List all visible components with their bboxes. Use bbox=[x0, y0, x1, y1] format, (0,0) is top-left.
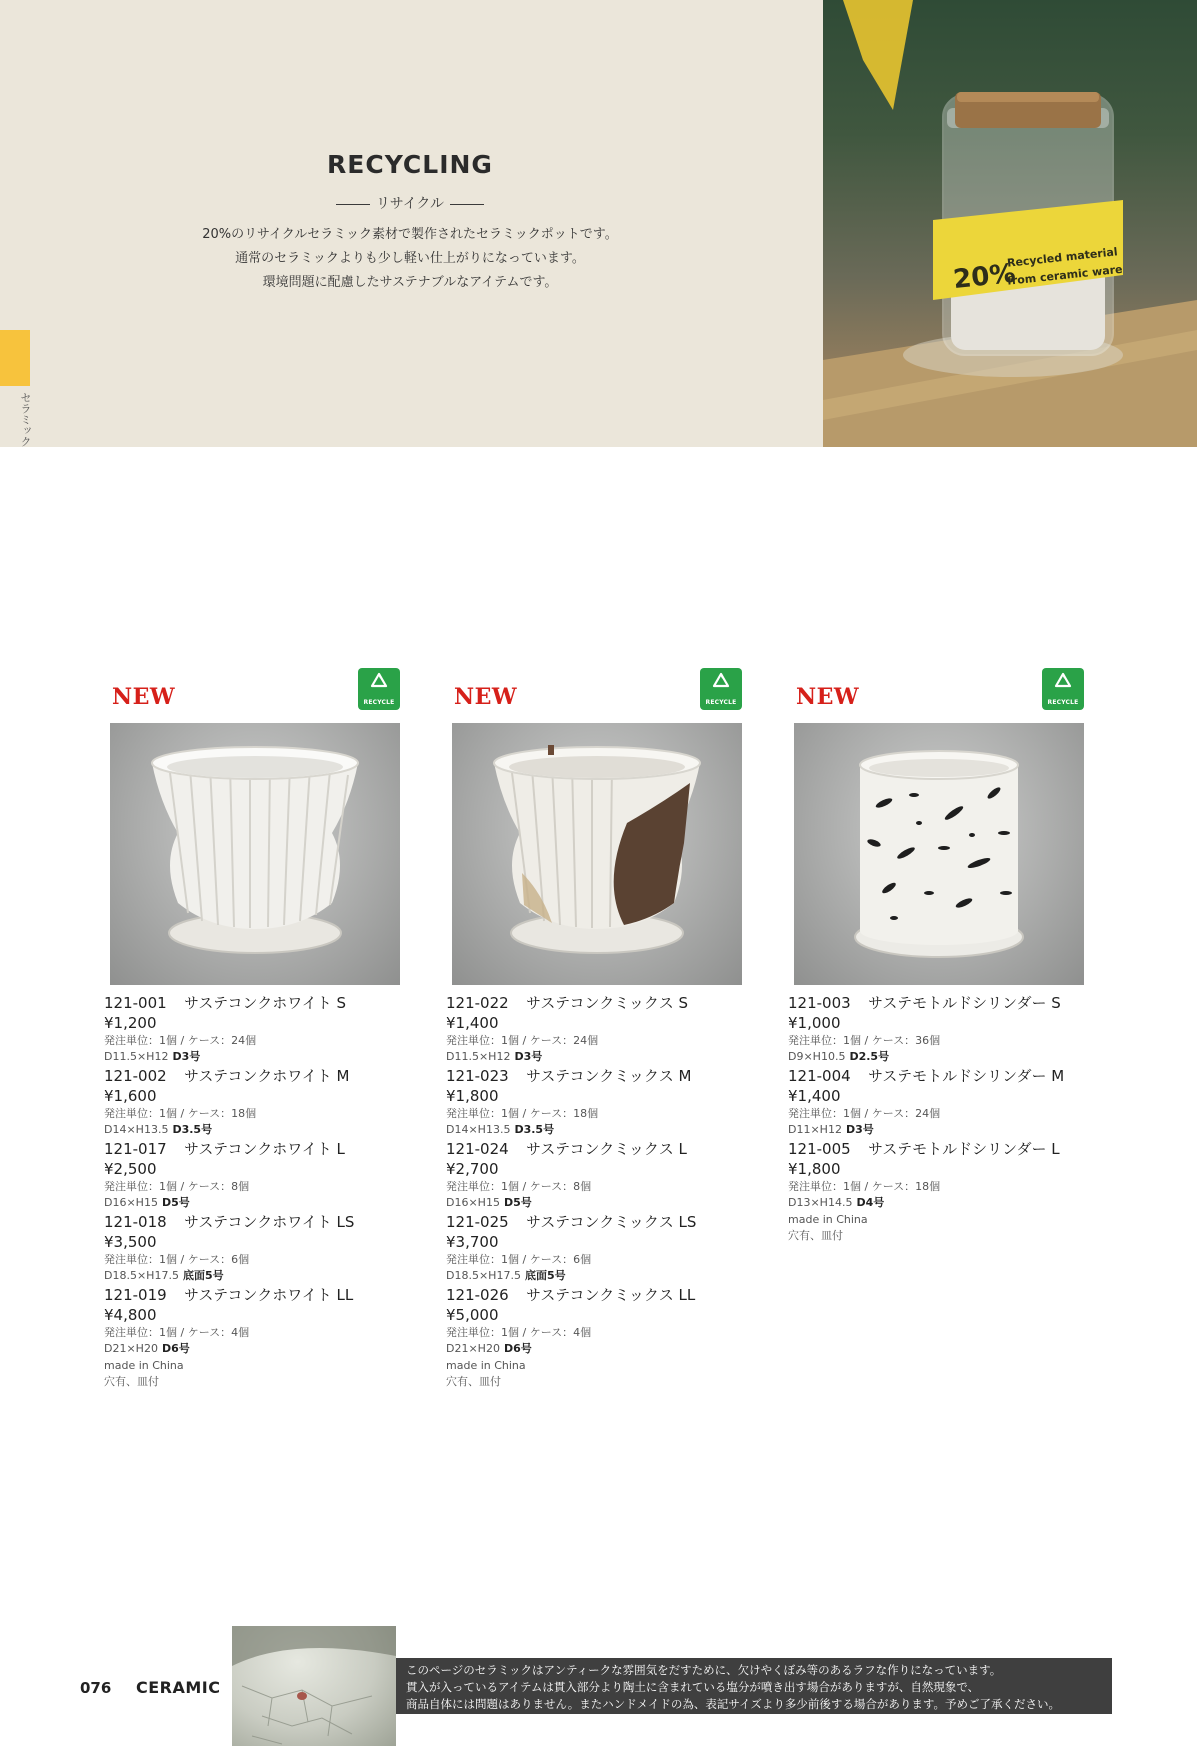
page-title: RECYCLING bbox=[327, 150, 493, 179]
product-code: 121-005 bbox=[788, 1140, 851, 1158]
product-price: ¥2,700 bbox=[446, 1160, 499, 1178]
product-variant bbox=[104, 1212, 404, 1284]
product-price: ¥1,400 bbox=[788, 1087, 841, 1105]
product-price: ¥4,800 bbox=[104, 1306, 157, 1324]
pot-size: D3号 bbox=[845, 1123, 874, 1136]
product-column-conch-mix bbox=[446, 668, 746, 1390]
product-photo-conch-white bbox=[110, 723, 400, 985]
page-subtitle bbox=[130, 193, 690, 213]
order-unit: 発注単位：1個 / ケース：4個 bbox=[446, 1326, 592, 1339]
header-banner bbox=[0, 0, 1197, 447]
order-unit: 発注単位：1個 / ケース：6個 bbox=[446, 1253, 592, 1266]
pot-size: D3.5号 bbox=[172, 1123, 213, 1136]
recycle-label: RECYCLE bbox=[363, 699, 395, 706]
order-unit: 発注単位：1個 / ケース：18個 bbox=[446, 1107, 599, 1120]
disclaimer-line: 商品自体には問題はありません。またハンドメイドの為、表記サイズより多少前後する場合があります。予めご了承ください。 bbox=[406, 1697, 1060, 1711]
product-size: D14×H13.5 bbox=[446, 1123, 511, 1136]
recycle-arrows-icon bbox=[1050, 671, 1076, 697]
description-line: 環境問題に配慮したサステナブルなアイテムです。 bbox=[262, 275, 558, 290]
product-size: D21×H20 bbox=[104, 1342, 158, 1355]
pot-size: 底面5号 bbox=[524, 1269, 566, 1282]
product-size: D13×H14.5 bbox=[788, 1196, 853, 1209]
order-unit: 発注単位：1個 / ケース：24個 bbox=[104, 1034, 257, 1047]
product-code: 121-004 bbox=[788, 1067, 851, 1085]
mottled-cylinder-pot-illustration bbox=[794, 723, 1084, 985]
product-variant bbox=[446, 993, 746, 1065]
header-description bbox=[130, 223, 690, 295]
product-variant bbox=[104, 993, 404, 1065]
product-size: D18.5×H17.5 bbox=[104, 1269, 179, 1282]
crackle-texture-illustration bbox=[232, 1626, 396, 1746]
product-variant bbox=[788, 993, 1088, 1065]
product-price: ¥1,000 bbox=[788, 1014, 841, 1032]
pot-size: D3号 bbox=[172, 1050, 201, 1063]
order-unit: 発注単位：1個 / ケース：18個 bbox=[788, 1180, 941, 1193]
order-unit: 発注単位：1個 / ケース：6個 bbox=[104, 1253, 250, 1266]
product-price: ¥5,000 bbox=[446, 1306, 499, 1324]
product-size: D14×H13.5 bbox=[104, 1123, 169, 1136]
product-badges bbox=[788, 668, 1088, 716]
product-size: D18.5×H17.5 bbox=[446, 1269, 521, 1282]
recycle-label: RECYCLE bbox=[1047, 699, 1079, 706]
pot-size: 底面5号 bbox=[182, 1269, 224, 1282]
recycled-material-jar-photo bbox=[823, 0, 1197, 447]
description-line: 20%のリサイクルセラミック素材で製作されたセラミックポットです。 bbox=[202, 227, 618, 242]
product-name: サステモトルドシリンダー L bbox=[868, 1140, 1060, 1158]
jar-label-line1: Recycled material bbox=[1006, 245, 1119, 270]
pot-size: D6号 bbox=[161, 1342, 190, 1355]
product-price: ¥1,400 bbox=[446, 1014, 499, 1032]
product-name: サステコンクミックス M bbox=[526, 1067, 692, 1085]
subtitle-rule-right bbox=[450, 204, 484, 205]
pot-size: D5号 bbox=[503, 1196, 532, 1209]
header-text bbox=[130, 150, 690, 295]
recycle-icon bbox=[358, 668, 400, 710]
product-price: ¥1,800 bbox=[788, 1160, 841, 1178]
crackle-glaze-closeup-photo bbox=[232, 1626, 396, 1746]
pot-size: D5号 bbox=[161, 1196, 190, 1209]
product-size: D11.5×H12 bbox=[446, 1050, 511, 1063]
page-number: 076 bbox=[80, 1679, 112, 1697]
product-code: 121-026 bbox=[446, 1286, 509, 1304]
order-unit: 発注単位：1個 / ケース：8個 bbox=[104, 1180, 250, 1193]
product-size: D11×H12 bbox=[788, 1123, 842, 1136]
recycle-icon bbox=[700, 668, 742, 710]
product-name: サステコンクホワイト LL bbox=[184, 1286, 354, 1304]
product-variant bbox=[788, 1066, 1088, 1138]
product-code: 121-024 bbox=[446, 1140, 509, 1158]
product-code: 121-001 bbox=[104, 994, 167, 1012]
product-variant bbox=[446, 1285, 746, 1357]
recycle-arrows-icon bbox=[366, 671, 392, 697]
product-code: 121-022 bbox=[446, 994, 509, 1012]
order-unit: 発注単位：1個 / ケース：36個 bbox=[788, 1034, 941, 1047]
disclaimer-line: このページのセラミックはアンティークな雰囲気をだすために、欠けやくぼみ等のあるラフな作りになっています。 bbox=[406, 1663, 1002, 1677]
product-features: 穴有、皿付 bbox=[446, 1375, 501, 1388]
product-name: サステコンクミックス LS bbox=[526, 1213, 697, 1231]
product-badges bbox=[446, 668, 746, 716]
product-badges bbox=[104, 668, 404, 716]
pot-size: D2.5号 bbox=[849, 1050, 890, 1063]
product-code: 121-018 bbox=[104, 1213, 167, 1231]
product-code: 121-017 bbox=[104, 1140, 167, 1158]
product-price: ¥1,200 bbox=[104, 1014, 157, 1032]
product-name: サステコンクホワイト L bbox=[184, 1140, 345, 1158]
subtitle-rule-left bbox=[336, 204, 370, 205]
product-variant bbox=[446, 1139, 746, 1211]
product-name: サステモトルドシリンダー S bbox=[868, 994, 1061, 1012]
section-name: CERAMIC bbox=[136, 1678, 221, 1697]
product-features: 穴有、皿付 bbox=[104, 1375, 159, 1388]
product-variant bbox=[446, 1066, 746, 1138]
product-variant-list bbox=[446, 993, 746, 1390]
subtitle-text: リサイクル bbox=[375, 196, 445, 212]
order-unit: 発注単位：1個 / ケース：24個 bbox=[788, 1107, 941, 1120]
product-variant bbox=[104, 1285, 404, 1357]
recycle-icon bbox=[1042, 668, 1084, 710]
order-unit: 発注単位：1個 / ケース：8個 bbox=[446, 1180, 592, 1193]
product-price: ¥3,700 bbox=[446, 1233, 499, 1251]
product-name: サステコンクミックス LL bbox=[526, 1286, 696, 1304]
new-badge: NEW bbox=[454, 684, 518, 710]
section-tab-marker bbox=[0, 330, 30, 386]
product-variant bbox=[788, 1139, 1088, 1211]
product-variant-list bbox=[104, 993, 404, 1390]
order-unit: 発注単位：1個 / ケース：24個 bbox=[446, 1034, 599, 1047]
jar-label-line2: from ceramic ware bbox=[1006, 262, 1124, 288]
product-size: D16×H15 bbox=[104, 1196, 158, 1209]
order-unit: 発注単位：1個 / ケース：18個 bbox=[104, 1107, 257, 1120]
product-price: ¥3,500 bbox=[104, 1233, 157, 1251]
pot-size: D3号 bbox=[514, 1050, 543, 1063]
fluted-mix-pot-illustration bbox=[452, 723, 742, 985]
product-variant-list bbox=[788, 993, 1088, 1244]
product-features: 穴有、皿付 bbox=[788, 1229, 843, 1242]
recycle-arrows-icon bbox=[708, 671, 734, 697]
jar-illustration bbox=[823, 0, 1197, 447]
pot-size: D4号 bbox=[856, 1196, 885, 1209]
product-size: D11.5×H12 bbox=[104, 1050, 169, 1063]
product-column-conch-white bbox=[104, 668, 404, 1390]
product-size: D9×H10.5 bbox=[788, 1050, 846, 1063]
footer-disclaimer bbox=[396, 1658, 1112, 1714]
product-name: サステコンクホワイト LS bbox=[184, 1213, 355, 1231]
product-origin: made in China bbox=[788, 1213, 868, 1226]
product-size: D21×H20 bbox=[446, 1342, 500, 1355]
product-code: 121-025 bbox=[446, 1213, 509, 1231]
product-price: ¥2,500 bbox=[104, 1160, 157, 1178]
product-photo-conch-mix bbox=[452, 723, 742, 985]
new-badge: NEW bbox=[796, 684, 860, 710]
product-price: ¥1,800 bbox=[446, 1087, 499, 1105]
product-photo-mottled-cylinder bbox=[794, 723, 1084, 985]
product-name: サステコンクホワイト S bbox=[184, 994, 347, 1012]
fluted-white-pot-illustration bbox=[110, 723, 400, 985]
product-name: サステコンクミックス L bbox=[526, 1140, 687, 1158]
product-name: サステコンクホワイト M bbox=[184, 1067, 350, 1085]
product-origin: made in China bbox=[104, 1359, 184, 1372]
product-code: 121-023 bbox=[446, 1067, 509, 1085]
product-code: 121-019 bbox=[104, 1286, 167, 1304]
product-size: D16×H15 bbox=[446, 1196, 500, 1209]
product-variant bbox=[104, 1139, 404, 1211]
section-side-label: セラミック bbox=[19, 392, 32, 447]
recycle-label: RECYCLE bbox=[705, 699, 737, 706]
product-code: 121-003 bbox=[788, 994, 851, 1012]
jar-label-percent: 20% bbox=[951, 258, 1017, 296]
pot-size: D3.5号 bbox=[514, 1123, 555, 1136]
product-column-mottled-cylinder bbox=[788, 668, 1088, 1244]
product-name: サステコンクミックス S bbox=[526, 994, 689, 1012]
pot-size: D6号 bbox=[503, 1342, 532, 1355]
product-variant bbox=[104, 1066, 404, 1138]
product-variant bbox=[446, 1212, 746, 1284]
product-origin: made in China bbox=[446, 1359, 526, 1372]
description-line: 通常のセラミックよりも少し軽い仕上がりになっています。 bbox=[235, 251, 585, 266]
order-unit: 発注単位：1個 / ケース：4個 bbox=[104, 1326, 250, 1339]
new-badge: NEW bbox=[112, 684, 176, 710]
product-price: ¥1,600 bbox=[104, 1087, 157, 1105]
product-name: サステモトルドシリンダー M bbox=[868, 1067, 1065, 1085]
product-code: 121-002 bbox=[104, 1067, 167, 1085]
disclaimer-line: 貫入が入っているアイテムは貫入部分より陶土に含まれている塩分が噴き出す場合がありますが、自然現象で、 bbox=[406, 1680, 980, 1694]
